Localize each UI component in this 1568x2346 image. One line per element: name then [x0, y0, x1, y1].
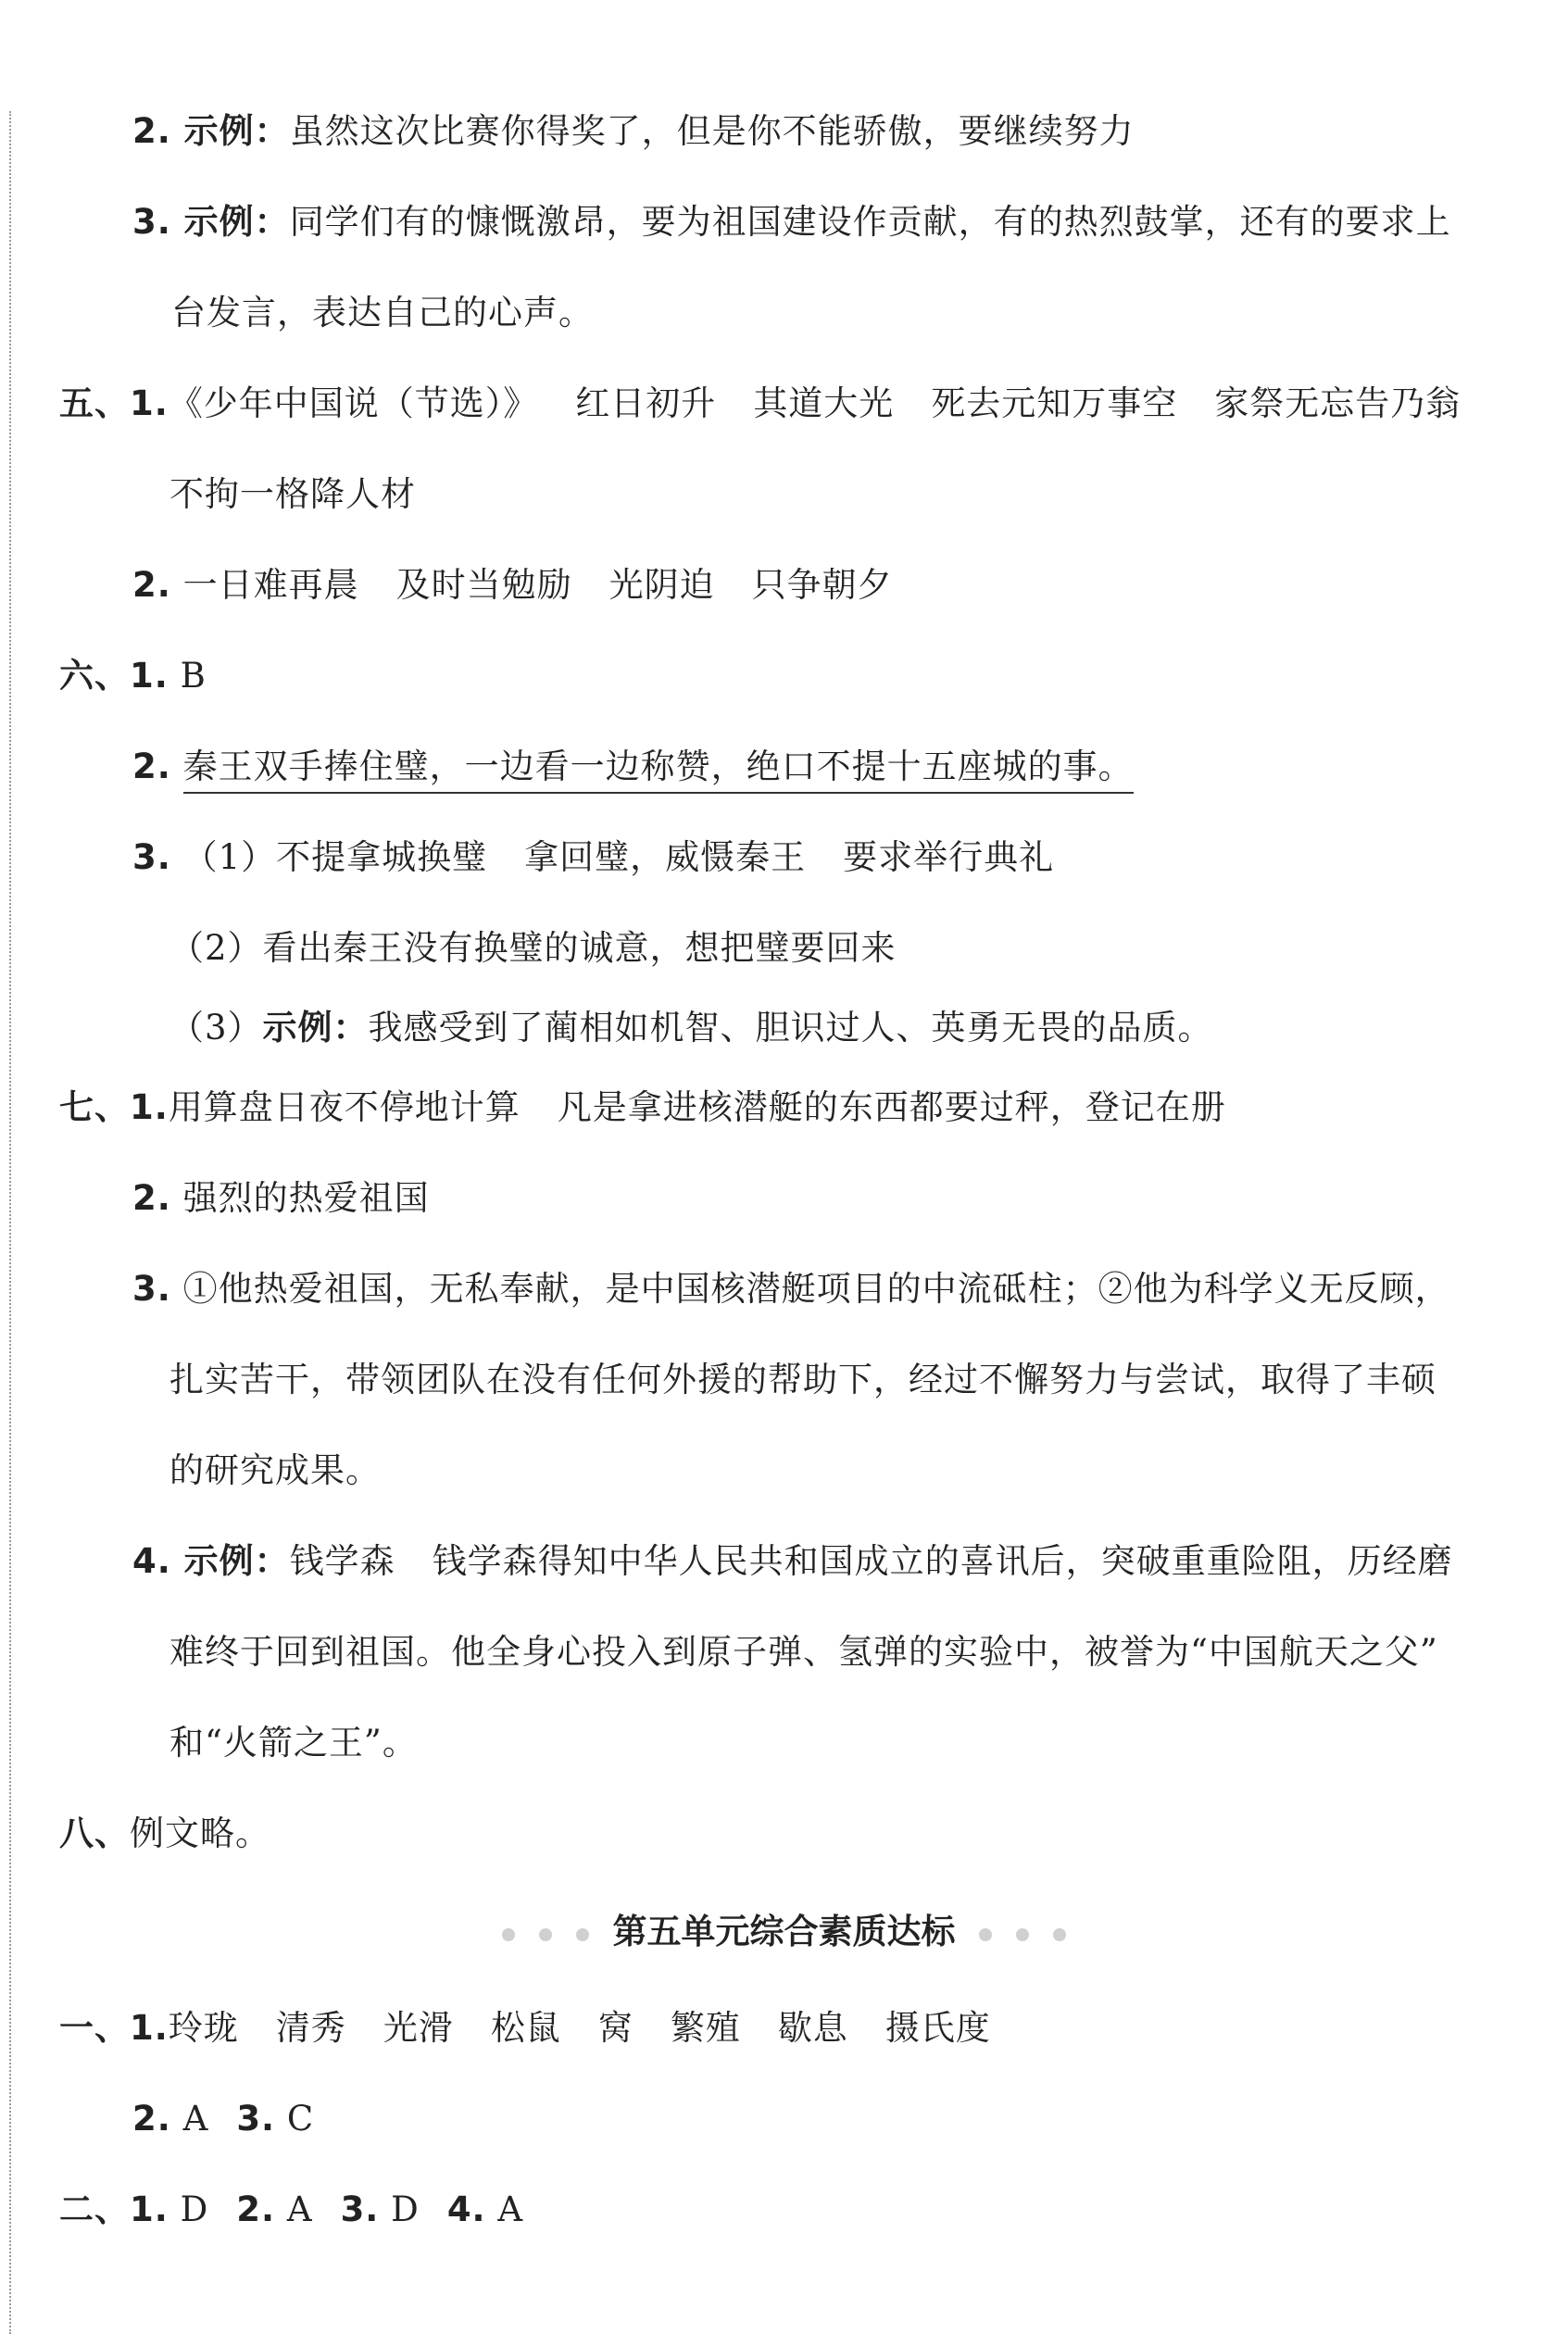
line-17: [132, 1541, 1453, 1582]
item-text: 我感受到了蔺相如机智、胆识过人、英勇无畏的品质。: [368, 1008, 1213, 1048]
item-label: 示例：: [262, 1008, 369, 1048]
item-text: 强烈的热爱祖国: [182, 1178, 430, 1218]
line-3: [171, 293, 594, 333]
line-7: [59, 656, 207, 696]
line-13: [132, 1178, 430, 1219]
answer-part: 红日初升: [575, 383, 717, 423]
word-item: 繁殖: [670, 2008, 741, 2048]
item-label: 3.: [132, 837, 171, 877]
answer-part: 凡是拿进核潜艇的东西都要过秤，登记在册: [557, 1087, 1226, 1127]
line-12: [59, 1087, 1226, 1128]
item-label: 2.: [132, 746, 171, 786]
item-text: 和“火箭之王”。: [169, 1723, 418, 1763]
line-2: [132, 202, 1451, 243]
line-20: [59, 1813, 270, 1854]
word-item: 歇息: [777, 2008, 848, 2048]
item-label: 八、: [59, 1813, 130, 1853]
item-label: 一、1.: [59, 2008, 169, 2048]
item-label: 2.: [132, 1178, 171, 1218]
answer-letter: D: [180, 2189, 209, 2229]
answer-part: 只争朝夕: [751, 565, 893, 605]
sub-label: （3）: [169, 1008, 263, 1048]
item-label: 五、1.: [59, 383, 169, 423]
line-8: [132, 746, 1134, 787]
item-label: 2.: [132, 565, 171, 605]
item-label: 二、1.: [59, 2189, 169, 2229]
line-15: [169, 1360, 1436, 1400]
answer-part: 钱学森得知中华人民共和国成立的喜讯后，突破重重险阻，历经磨: [432, 1541, 1453, 1581]
item-text: 不拘一格降人材: [169, 474, 416, 514]
item-text: 台发言，表达自己的心声。: [171, 293, 594, 332]
item-label: 2.: [132, 2099, 171, 2139]
word-item: 窝: [597, 2008, 633, 2048]
binding-margin-line: [9, 111, 11, 2334]
line-11: [169, 1008, 1213, 1048]
word-item: 玲珑: [168, 2008, 239, 2048]
answer-part: 用算盘日夜不停地计算: [168, 1087, 521, 1127]
line-18: [169, 1632, 1438, 1673]
item-label: 4.: [446, 2189, 486, 2229]
answer-letter: A: [497, 2189, 524, 2229]
item-text: 的研究成果。: [169, 1450, 381, 1490]
line-16: [169, 1450, 381, 1491]
line-4: [59, 383, 1461, 424]
item-text: 例文略。: [130, 1813, 270, 1853]
item-text: （2）看出秦王没有换璧的诚意，想把璧要回来: [169, 928, 897, 968]
answer-part: 及时当勉励: [395, 565, 572, 605]
answer-part: 其道大光: [753, 383, 895, 423]
item-label: 六、1.: [59, 656, 169, 696]
section-title-text: 第五单元综合素质达标: [612, 1912, 956, 1951]
item-label: 3.: [340, 2189, 380, 2229]
line-10: [169, 928, 897, 969]
section-title: [0, 1912, 1568, 1952]
word-item: 光滑: [383, 2008, 454, 2048]
decorative-dots-left: [490, 1913, 601, 1954]
item-label: 七、1.: [59, 1087, 169, 1127]
decorative-dots-right: [967, 1913, 1078, 1954]
answer-letter: C: [286, 2099, 315, 2139]
item-text: B: [180, 656, 207, 696]
answer-part: 家祭无忘告乃翁: [1214, 383, 1461, 423]
word-item: 摄氏度: [884, 2008, 991, 2048]
item-label: 2. 示例：: [132, 111, 290, 151]
word-item: 松鼠: [490, 2008, 561, 2048]
answer-part: 要求举行典礼: [843, 837, 1055, 877]
line-23: [59, 2189, 523, 2230]
answer-part: 《少年中国说（节选）》: [168, 383, 539, 423]
answer-letter: A: [286, 2189, 313, 2229]
line-6: [132, 565, 893, 606]
item-text: 同学们有的慷慨激昂，要为祖国建设作贡献，有的热烈鼓掌，还有的要求上: [289, 202, 1451, 242]
item-text: 难终于回到祖国。他全身心投入到原子弹、氢弹的实验中，被誉为“中国航天之父”: [169, 1632, 1438, 1672]
item-label: 3.: [236, 2099, 276, 2139]
item-label: 4. 示例：: [132, 1541, 290, 1581]
answer-letter: A: [182, 2099, 209, 2139]
answer-part: （1）不提拿城换璧: [182, 837, 488, 877]
word-item: 清秀: [275, 2008, 346, 2048]
answer-part: 死去元知万事空: [931, 383, 1178, 423]
line-5: [169, 474, 416, 515]
line-21: [59, 2008, 991, 2049]
item-text: 扎实苦干，带领团队在没有任何外援的帮助下，经过不懈努力与尝试，取得了丰硕: [169, 1360, 1436, 1399]
item-text: ①他热爱祖国，无私奉献，是中国核潜艇项目的中流砥柱；②他为科学义无反顾，: [182, 1269, 1450, 1309]
line-1: [132, 111, 1135, 152]
line-19: [169, 1723, 418, 1763]
line-22: [132, 2099, 314, 2139]
underlined-answer: 秦王双手捧住璧，一边看一边称赞，绝口不提十五座城的事。: [183, 746, 1134, 794]
answer-part: 光阴迫: [608, 565, 715, 605]
line-14: [132, 1269, 1450, 1310]
item-label: 3.: [132, 1269, 171, 1309]
answer-part: 拿回璧，威慑秦王: [524, 837, 807, 877]
item-label: 2.: [236, 2189, 276, 2229]
item-label: 3. 示例：: [132, 202, 290, 242]
answer-part: 一日难再晨: [182, 565, 359, 605]
answer-part: 钱学森: [289, 1541, 395, 1581]
item-text: 虽然这次比赛你得奖了，但是你不能骄傲，要继续努力: [289, 111, 1135, 151]
answer-letter: D: [391, 2189, 420, 2229]
line-9: [132, 837, 1054, 878]
